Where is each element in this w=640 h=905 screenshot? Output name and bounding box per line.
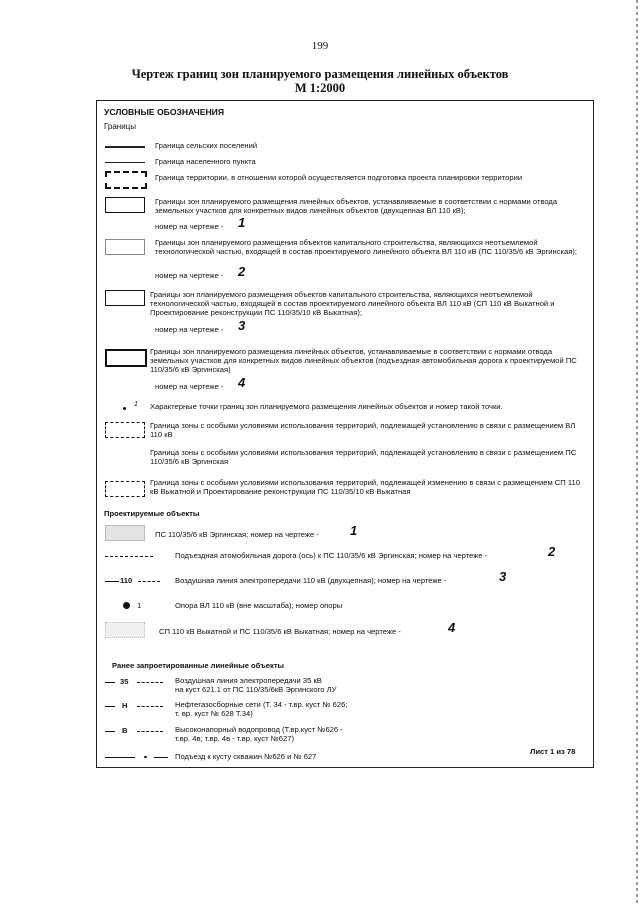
sp-label: СП 110 кВ Выкатной и ПС 110/35/6 кВ Выкатная; номер на чертеже - xyxy=(159,627,401,636)
pole-label: Опора ВЛ 110 кВ (вне масштаба); номер опоры xyxy=(175,601,343,610)
zone2-symbol xyxy=(105,239,145,255)
sp-symbol xyxy=(105,622,145,638)
access-road-dot xyxy=(144,756,147,758)
line35-label-2: на куст 621.1 от ПС 110/35/6кВ Эргинского ЛУ xyxy=(175,685,337,694)
zone1-symbol xyxy=(105,197,145,213)
special-zone1-label: Граница зоны с особыми условиями использования территорий, подлежащей установлению в связи с размещением ВЛ 110 кВ xyxy=(150,421,576,440)
line35-code: 35 xyxy=(120,677,129,686)
water-code: В xyxy=(122,726,128,735)
access-road-line-2 xyxy=(154,757,168,758)
zone4-number: 4 xyxy=(238,375,246,390)
ps-symbol xyxy=(105,525,145,541)
vl-code: 110 xyxy=(120,576,133,585)
water-right xyxy=(137,731,163,732)
rural-border-symbol xyxy=(105,146,145,148)
oil-left xyxy=(105,706,115,707)
line35-label-1: Воздушная линия электропередачи 35 кВ xyxy=(175,676,322,685)
page-number: 199 xyxy=(311,40,329,52)
points-label: Характерные точки границ зон планируемого размещения линейных объектов и номер такой точки. xyxy=(150,402,503,411)
zone1-ref: номер на чертеже - xyxy=(155,222,224,231)
water-label-2: т.вр. 4в; т.вр. 4в - т.вр. куст №627) xyxy=(175,734,294,743)
page-title xyxy=(0,67,640,95)
vl-label: Воздушная линия электропередачи 110 кВ (двухцепная); номер на чертеже - xyxy=(175,576,447,585)
rural-border-label: Граница сельских поселений xyxy=(155,141,258,150)
line35-left xyxy=(105,682,115,683)
zone3-symbol xyxy=(105,290,145,306)
oil-right xyxy=(137,706,163,707)
legend-frame xyxy=(96,100,594,768)
sheet-number: Лист 1 из 78 xyxy=(530,747,576,756)
zone2-number: 2 xyxy=(238,264,246,279)
title-line-1: Чертеж границ зон планируемого размещения линейных объектов xyxy=(131,67,509,81)
settlement-border-symbol xyxy=(105,162,145,163)
oil-code: Н xyxy=(122,701,128,710)
line35-right xyxy=(137,682,163,683)
vl-line-left xyxy=(105,581,119,582)
access-road-label: Подъезд к кусту скважин №626 и № 627 xyxy=(175,752,317,761)
title-scale: М 1:2000 xyxy=(294,81,346,95)
special-zone1-symbol xyxy=(105,422,145,438)
previous-heading: Ранее запроетированные линейные объекты xyxy=(112,661,285,670)
oil-label-1: Нефтегазосборные сети (Т. 34 - т.вр. куст № 626; xyxy=(175,700,348,709)
designed-heading: Проектируемые объекты xyxy=(104,509,200,518)
zone2-label: Границы зон планируемого размещения объектов капитального строительства, являющихся неотъемлемой технологической частью, входящей в состав проектируемого линейного объекта ВЛ 110 кВ (ПС 110/35/6 кВ Эргинская); xyxy=(155,238,578,257)
zone3-number: 3 xyxy=(238,318,246,333)
scan-edge xyxy=(636,0,638,905)
special-zone3-symbol xyxy=(105,481,145,497)
boundaries-heading: Границы xyxy=(104,122,136,131)
point-marker-number: 1 xyxy=(134,401,138,408)
point-marker-icon xyxy=(123,407,126,410)
road-axis-number: 2 xyxy=(548,544,556,559)
zone2-ref: номер на чертеже - xyxy=(155,271,224,280)
pole-icon xyxy=(123,602,130,609)
zone3-label: Границы зон планируемого размещения объектов капитального строительства, являющихся неотъемлемой технологической частью, входящей в состав проектируемого линейного объекта ВЛ 110 кВ (СП 110 кВ Выкатной и Проектирование реконструкции ПС 110/35/10 кВ Выкатная); xyxy=(150,290,555,318)
planning-territory-label: Граница территории, в отношении которой осуществляется подготовка проекта планировки территории xyxy=(155,173,523,182)
oil-label-2: т. вр. куст № 628 Т.34) xyxy=(175,709,253,718)
zone4-ref: номер на чертеже - xyxy=(155,382,224,391)
zone4-label: Границы зон планируемого размещения линейных объектов, устанавливаемые в соответствии с нормами отвода земельных участков для конкретных видов линейных объектов (подъездная автомобильная дорога к проектируемой ПС 110/35/6 кВ Эргинская) xyxy=(150,347,577,375)
vl-line-right xyxy=(138,581,160,582)
ps-number: 1 xyxy=(350,523,358,538)
special-zone3-label: Граница зоны с особыми условиями использования территорий, подлежащей изменению в связи с размещением СП 110 кВ Выкатной и Проектирование реконструкции ПС 110/35/10 кВ Выкатная xyxy=(150,478,580,497)
zone3-ref: номер на чертеже - xyxy=(155,325,224,334)
zone4-symbol xyxy=(105,349,147,367)
water-left xyxy=(105,731,115,732)
ps-label: ПС 110/35/6 кВ Эргинская; номер на чертеже - xyxy=(155,530,319,539)
road-axis-symbol xyxy=(105,556,153,557)
special-zone2-label: Граница зоны с особыми условиями использования территорий, подлежащей установлению в связи с размещением ПС 110/35/6 кВ Эргинская xyxy=(150,448,577,467)
zone1-number: 1 xyxy=(238,215,246,230)
planning-territory-symbol xyxy=(105,171,147,189)
access-road-line xyxy=(105,757,135,758)
zone1-label: Границы зон планируемого размещения линейных объектов, устанавливаемые в соответствии с нормами отвода земельных участков для конкретных видов линейных объектов (двухцепная ВЛ 110 кВ); xyxy=(155,197,558,216)
road-axis-label: Подъездная атомобильная дорога (ось) к ПС 110/35/6 кВ Эргинская; номер на чертеже - xyxy=(175,551,488,560)
settlement-border-label: Граница населенного пункта xyxy=(155,157,256,166)
legend-heading: УСЛОВНЫЕ ОБОЗНАЧЕНИЯ xyxy=(104,107,225,117)
pole-number-sample: 1 xyxy=(137,601,142,610)
water-label-1: Высоконапорный водопровод (Т.вр.куст №626 - xyxy=(175,725,343,734)
sp-number: 4 xyxy=(448,620,456,635)
vl-number: 3 xyxy=(499,569,507,584)
